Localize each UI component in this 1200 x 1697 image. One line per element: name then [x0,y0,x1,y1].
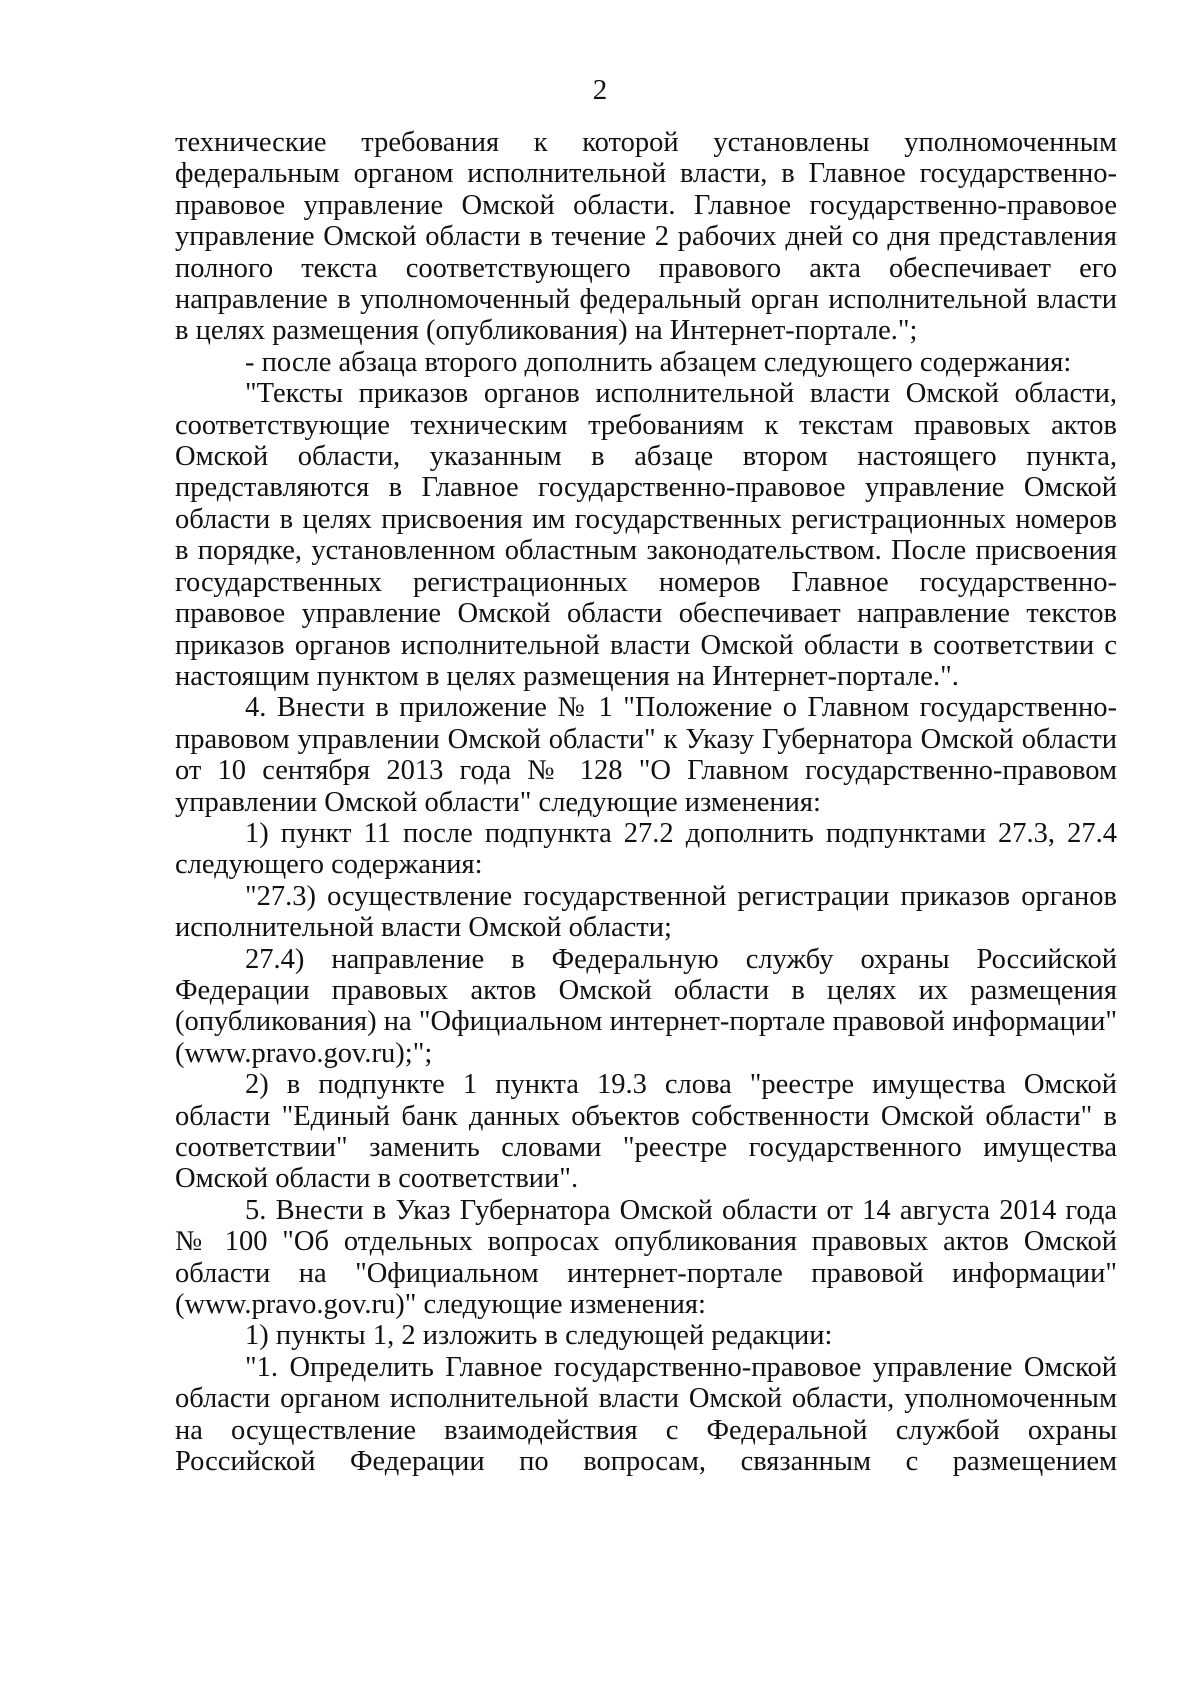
paragraph-subitem-27-4: 27.4) направление в Федеральную службу охраны Российской Федерации правовых актов Омской области в целях их размещения (опубликования) на "Официальном интернет-портале правовой информации" (www.pravo.gov.ru);"; [175,943,1117,1069]
paragraph-amendment-instruction: - после абзаца второго дополнить абзацем следующего содержания: [245,346,1072,378]
document-body [175,127,1117,1477]
paragraph-item-4-2: 2) в подпункте 1 пункта 19.3 слова "реестре имущества Омской области "Единый банк данных объектов собственности Омской области" в соответствии" заменить словами "реестре государственного имущества Омской области в соответствии". [175,1069,1117,1195]
paragraph-item-4: 4. Внести в приложение № 1 "Положение о Главном государственно-правовом управлении Омской области" к Указу Губернатора Омской области от 10 сентября 2013 года № 128 "О Главном государственно-правовом управлении Омской области" следующие изменения: [175,692,1117,818]
paragraph-subitem-27-3: "27.3) осуществление государственной регистрации приказов органов исполнительной власти Омской области; [175,880,1117,944]
paragraph-new-text: "Тексты приказов органов исполнительной власти Омской области, соответствующие техническим требованиям к текстам правовых актов Омской области, указанным в абзаце втором настоящего пункта, представляются в Главное государственно-правовое управление Омской области в целях присвоения им государственных регистрационных номеров в порядке, установленном областным законодательством. После присвоения государственных регистрационных номеров Главное государственно-правовое управление Омской области обеспечивает направление текстов приказов органов исполнительной власти Омской области в соответствии с настоящим пунктом в целях размещения на Интернет-портале.". [175,378,1117,692]
paragraph-item-5-1: 1) пункты 1, 2 изложить в следующей редакции: [245,1320,833,1352]
paragraph-item-4-1: 1) пункт 11 после подпункта 27.2 дополнить подпунктами 27.3, 27.4 следующего содержания: [175,817,1117,881]
paragraph-item-5: 5. Внести в Указ Губернатора Омской области от 14 августа 2014 года № 100 "Об отдельных вопросах опубликования правовых актов Омской области на "Официальном интернет-портале правовой информации" (www.pravo.gov.ru)" следующие изменения: [175,1194,1117,1321]
page-number: 2 [592,74,608,106]
paragraph-continuation: технические требования к которой установлены уполномоченным федеральным органом исполнительной власти, в Главное государственно-правовое управление Омской области. Главное государственно-правовое управление Омской области в течение 2 рабочих дней со дня представления полного текста соответствующего правового акта обеспечивает его направление в уполномоченный федеральный орган исполнительной власти в целях размещения (опубликования) на Интернет-портале."; [175,127,1117,347]
paragraph-new-item-1: "1. Определить Главное государственно-правовое управление Омской области органом исполнительной власти Омской области, уполномоченным на осуществление взаимодействия с Федеральной службой охраны Российской Федерации по вопросам, связанным с размещением [175,1351,1117,1478]
